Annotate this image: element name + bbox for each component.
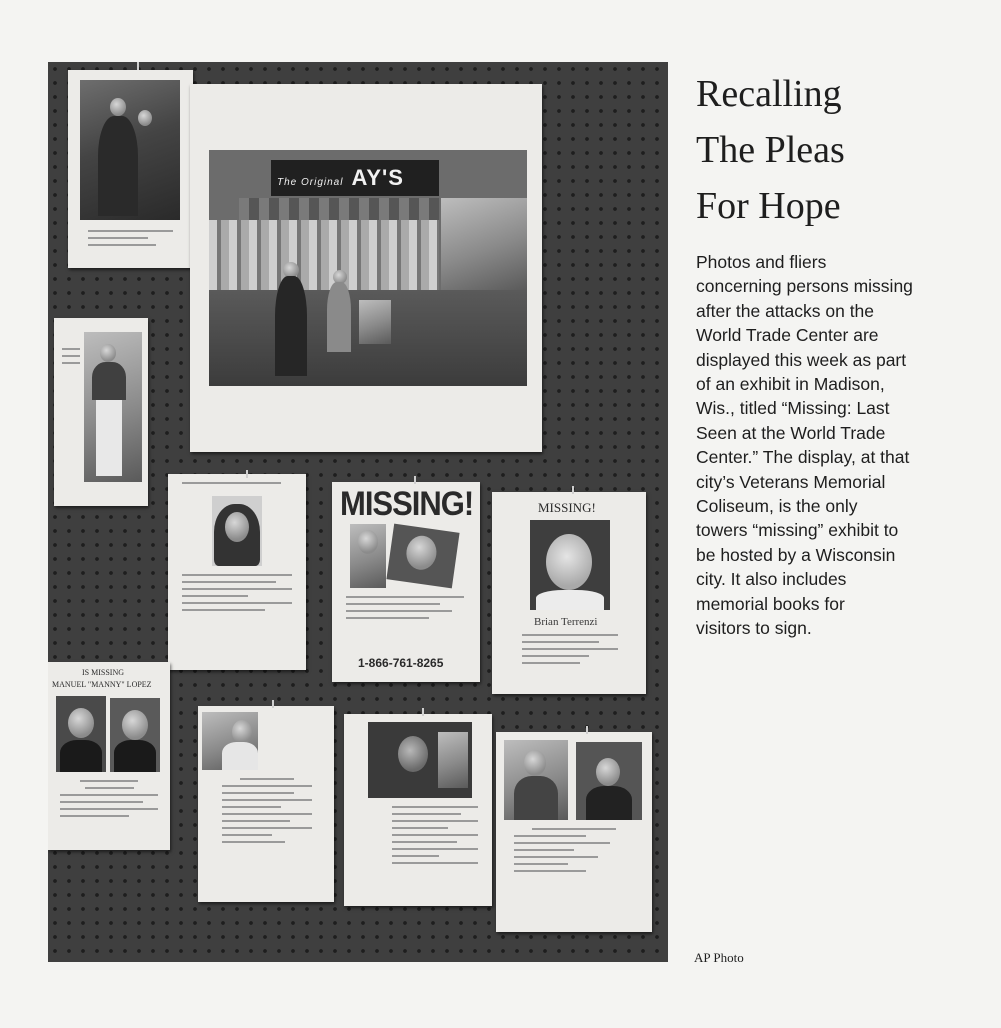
flyer-missing-lopez (48, 662, 170, 850)
caption-line: Center.” The display, at that (696, 447, 910, 468)
flyer-bottom-1 (198, 706, 334, 902)
caption-line: concerning persons missing (696, 276, 913, 297)
framed-photo-top-left (68, 70, 193, 268)
flyer-bottom-3 (496, 732, 652, 932)
flyer-missing-heading-small: MISSING! (538, 500, 596, 515)
exhibit-photo (48, 62, 668, 962)
photo-credit: AP Photo (694, 950, 744, 965)
caption-line: city. It also includes (696, 569, 847, 590)
flyer-bottom-2 (344, 714, 492, 906)
framed-photo-left-middle (54, 318, 148, 506)
framed-photo-pizza (190, 84, 542, 452)
headline (696, 66, 986, 234)
caption-line: be hosted by a Wisconsin (696, 544, 896, 565)
caption-line: Coliseum, is the only (696, 496, 858, 517)
photo-image (80, 80, 180, 220)
flyer-lopez-name: MANUEL "MANNY" LOPEZ (52, 680, 152, 689)
flyer-missing-phone (332, 482, 480, 682)
caption-line: displayed this week as part (696, 349, 907, 370)
caption-line: city’s Veterans Memorial (696, 471, 886, 492)
caption-line: towers “missing” exhibit to (696, 520, 899, 541)
pizza-shop-image (209, 150, 527, 386)
photo-image (202, 712, 258, 770)
flyer-lopez-title: IS MISSING (82, 668, 125, 677)
caption-line: memorial books for (696, 593, 845, 614)
caption-line: Wis., titled “Missing: Last (696, 398, 890, 419)
caption-line: World Trade Center are (696, 325, 879, 346)
caption-line: visitors to sign. (696, 618, 812, 639)
caption-line: after the attacks on the (696, 300, 875, 321)
headline-line: Recalling (696, 73, 842, 115)
headline-line: The Pleas (696, 129, 845, 171)
flyer-person-name: Brian Terrenzi (534, 616, 598, 628)
flyer-phone-number: 1-866-761-8265 (358, 656, 444, 670)
photo-image (504, 740, 568, 820)
photo-caption (696, 250, 966, 641)
photo-image (110, 698, 160, 772)
caption-line: Seen at the World Trade (696, 422, 886, 443)
photo-image (386, 524, 459, 589)
photo-image (576, 742, 642, 820)
photo-image (212, 496, 262, 566)
photo-image (56, 696, 106, 772)
photo-image (530, 520, 610, 610)
caption-line: of an exhibit in Madison, (696, 374, 885, 395)
flyer-woman (168, 474, 306, 670)
photo-image (368, 722, 472, 798)
caption-line: Photos and fliers (696, 252, 827, 272)
headline-line: For Hope (696, 185, 841, 227)
flyer-missing-terrenzi (492, 492, 646, 694)
photo-image (84, 332, 142, 482)
storefront-sign: The Original AY'S (271, 160, 439, 196)
flyer-missing-heading: MISSING! (340, 483, 474, 524)
photo-image (350, 524, 386, 588)
